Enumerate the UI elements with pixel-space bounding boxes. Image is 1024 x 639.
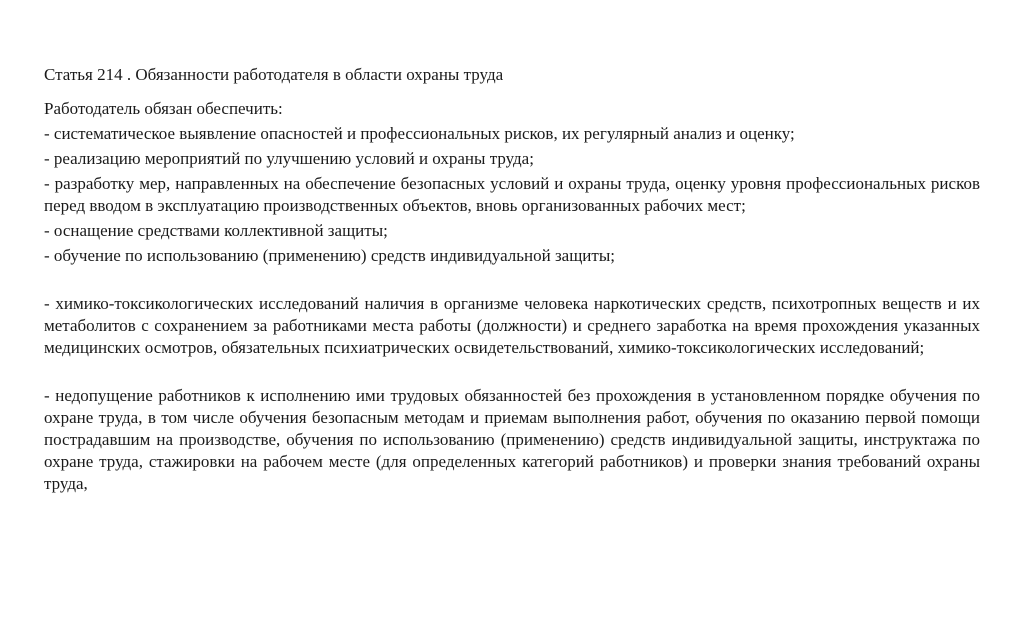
list-item: - систематическое выявление опасностей и профессиональных рисков, их регулярный анализ и оценку; (44, 124, 795, 143)
list-item: - разработку мер, направленных на обеспечение безопасных условий и охраны труда, оценку уровня профессиональных рисков перед вводом в эксплуатацию производственных объектов, вновь организованных рабочих мест; (44, 174, 980, 215)
list-item: - оснащение средствами коллективной защиты; (44, 221, 388, 240)
list-item: - недопущение работников к исполнению ими трудовых обязанностей без прохождения в установленном порядке обучения по охране труда, в том числе обучения безопасным методам и приемам выполнения работ, обучения по оказанию первой помощи пострадавшим на производстве, обучения по использованию (применению) средств индивидуальной защиты, инструктажа по охране труда, стажировки на рабочем месте (для определенных категорий работников) и проверки знания требований охраны труда, (44, 386, 980, 493)
list-item: - обучение по использованию (применению) средств индивидуальной защиты; (44, 246, 615, 265)
document-page (44, 64, 980, 498)
lead-sentence: Работодатель обязан обеспечить: (44, 99, 283, 118)
article-title: Статья 214 . Обязанности работодателя в области охраны труда (44, 65, 504, 84)
list-item: - реализацию мероприятий по улучшению условий и охраны труда; (44, 149, 534, 168)
list-item: - химико-токсикологических исследований наличия в организме человека наркотических средств, психотропных веществ и их метаболитов с сохранением за работниками места работы (должности) и среднего заработка на время прохождения указанных медицинских осмотров, обязательных психиатрических освидетельствований, химико-токсикологических исследований; (44, 294, 980, 357)
